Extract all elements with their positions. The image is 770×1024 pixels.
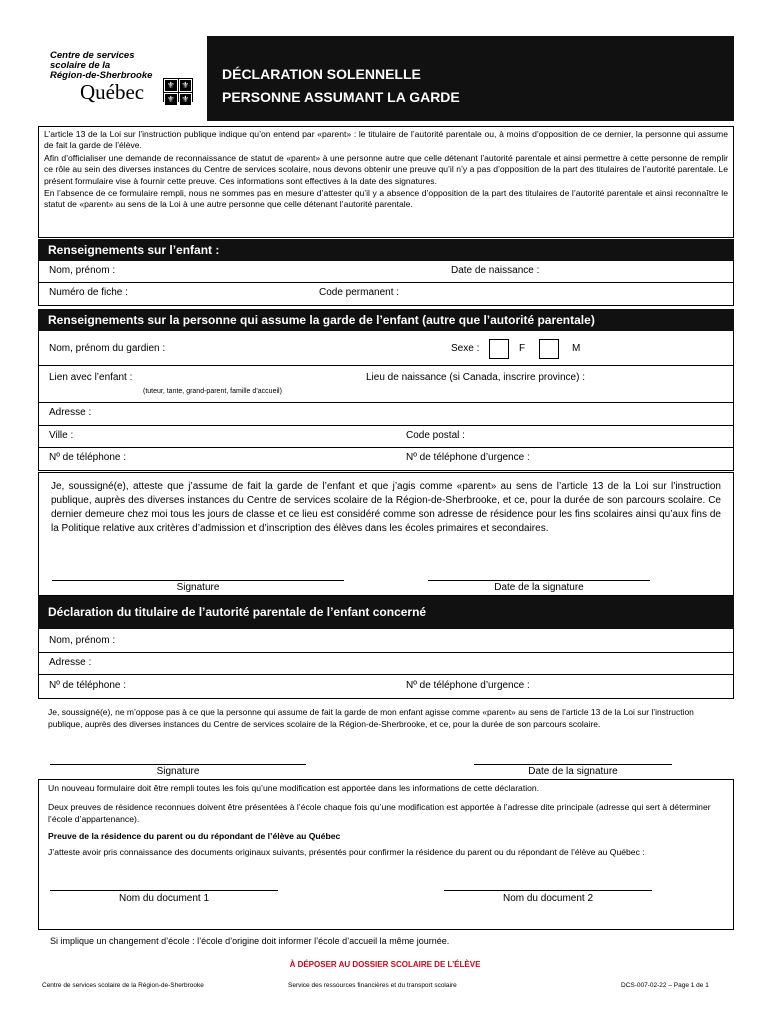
document1-label: Nom du document 1: [118, 893, 210, 904]
child-file-label: Numéro de fiche :: [49, 287, 128, 298]
note-new-form: Un nouveau formulaire doit être rempli toutes les fois qu’une modification est apportée dans les informations de cette déclaration.: [48, 783, 540, 793]
sex-f-label: F: [519, 343, 526, 354]
guardian-name-label: Nom, prénom du gardien :: [49, 343, 166, 354]
document2-label: Nom du document 2: [502, 893, 594, 904]
parent-declaration-text: Je, soussigné(e), ne m’oppose pas à ce que la personne qui assume de fait la garde de mon enfant agisse comme «parent» au sens de l’article 13 de la Loi sur l’instruction publique, auprès des diverses instances du Centre de services scolaire de la Région-de-Sherbrooke, et ce, pour la durée de son parcours scolaire.: [48, 707, 694, 729]
link-label: Lien avec l’enfant :: [49, 372, 133, 383]
deposit-notice: À DÉPOSER AU DOSSIER SCOLAIRE DE L’ÉLÈVE: [289, 960, 481, 969]
parent-phone-row[interactable]: [38, 675, 734, 699]
guardian-declaration-text: Je, soussigné(e), atteste que j’assume de fait la garde de l’enfant et que j’agis comme «parent» au sens de l’article 13 de la Loi sur l’instruction publique, auprès des diverses instances du Centre de services scolaire de la Région-de-Sherbrooke, et ce, pour la durée de son parcours scolaire. Ce dernier demeure chez moi tous les jours de classe et ce lieu est considéré comme son adresse de résidence pour les fins scolaires ainsi qu’aux fins de la Politique relative aux critères d’admission et d’inscription des élèves dans les écoles primaires et secondaires.: [51, 481, 721, 534]
guardian-date-line[interactable]: [428, 580, 650, 581]
intro-paragraph-3: En l’absence de ce formulaire rempli, nous ne sommes pas en mesure d’attester qu’il y a absence d’opposition de la part des titulaires de l’autorité parentale et ainsi reconnaître le statut de «parent» au sens de la Loi à une autre personne que celle détenant l’autorité parentale.: [44, 188, 728, 210]
form-subtitle: PERSONNE ASSUMANT LA GARDE: [222, 89, 460, 105]
guardian-link-row[interactable]: [38, 366, 734, 403]
child-code-label: Code permanent :: [319, 287, 400, 298]
footer-form-code: DCS-007-02-22 – Page 1 de 1: [621, 982, 709, 989]
proof-text: J’atteste avoir pris connaissance des documents originaux suivants, présentés pour confirmer la résidence du parent ou du répondant de l’élève au Québec :: [48, 847, 645, 857]
intro-paragraph-2: Afin d’officialiser une demande de reconnaissance de statut de «parent» à une personne autre que celle détenant l’autorité parentale et ainsi permettre à cette personne de remplir ce rôle au sein des diverses instances du Centre de services scolaire, nous devons obtenir une preuve qu’il n’y a pas d’opposition de la part des titulaires de l’autorité parentale. Le présent formulaire vise à fournir cette preuve. Ces informations sont effectives à la date des signatures.: [44, 152, 728, 186]
parent-name-label: Nom, prénom :: [49, 635, 116, 646]
sex-label: Sexe :: [451, 343, 480, 354]
note-residence-proofs: Deux preuves de résidence reconnues doivent être présentées à l’école chaque fois qu’une modification est apportée à l’adresse dite principale (adresse qui sert à déterminer l’école d’appartenance).: [48, 802, 711, 824]
parent-signature-line[interactable]: [50, 764, 306, 765]
link-hint: (tuteur, tante, grand-parent, famille d’accueil): [143, 388, 282, 395]
parent-date-line[interactable]: [474, 764, 672, 765]
fleurdelise-flag-icon: ⚜ ⚜ ⚜ ⚜: [163, 78, 193, 102]
child-name-row[interactable]: [38, 261, 734, 283]
guardian-phone-label: Nº de téléphone :: [49, 452, 127, 463]
document2-line[interactable]: [444, 890, 652, 891]
guardian-postal-label: Code postal :: [406, 430, 465, 441]
guardian-emergency-label: Nº de téléphone d’urgence :: [406, 452, 530, 463]
parent-name-row[interactable]: [38, 629, 734, 653]
org-line-1: Centre de services: [50, 50, 135, 61]
org-line-3: Région-de-Sherbrooke: [50, 70, 153, 81]
intro-paragraph-1: L’article 13 de la Loi sur l’instruction publique indique qu’on entend par «parent» : le titulaire de l’autorité parentale ou, à moins d’opposition de ce dernier, la personne qui assume de fait la garde de l’élève.: [44, 129, 728, 151]
school-change-note: Si implique un changement d’école : l’école d’origine doit informer l’école d’accueil la même journée.: [50, 936, 450, 946]
guardian-signature-label: Signature: [176, 582, 220, 593]
footer-organization: Centre de services scolaire de la Région-de-Sherbrooke: [42, 982, 204, 989]
guardian-address-label: Adresse :: [49, 407, 92, 418]
child-file-row[interactable]: [38, 283, 734, 306]
parent-signature-label: Signature: [156, 766, 200, 777]
intro-text-box: [38, 126, 734, 238]
sex-m-label: M: [572, 343, 581, 354]
guardian-city-row[interactable]: [38, 426, 734, 448]
parent-address-label: Adresse :: [49, 657, 92, 668]
child-birthdate-label: Date de naissance :: [451, 265, 540, 276]
sex-m-checkbox[interactable]: [539, 339, 559, 359]
guardian-phone-row[interactable]: [38, 448, 734, 471]
parent-date-label: Date de la signature: [528, 766, 618, 777]
parent-section-heading: Déclaration du titulaire de l’autorité parentale de l’enfant concerné: [38, 596, 734, 629]
guardian-declaration-box: [38, 472, 734, 596]
guardian-date-label: Date de la signature: [494, 582, 584, 593]
form-title: DÉCLARATION SOLENNELLE: [222, 66, 421, 82]
parent-phone-label: Nº de téléphone :: [49, 680, 127, 691]
parent-emergency-label: Nº de téléphone d’urgence :: [406, 680, 530, 691]
guardian-section-heading: Renseignements sur la personne qui assume la garde de l’enfant (autre que l’autorité parentale): [38, 309, 734, 331]
document1-line[interactable]: [50, 890, 278, 891]
quebec-logo-text: Québec: [80, 80, 145, 104]
guardian-signature-line[interactable]: [52, 580, 344, 581]
footer-service: Service des ressources financières et du transport scolaire: [288, 982, 457, 989]
organization-name: [50, 51, 152, 81]
parent-address-row[interactable]: [38, 653, 734, 675]
child-section-heading: Renseignements sur l’enfant :: [38, 239, 734, 261]
sex-f-checkbox[interactable]: [489, 339, 509, 359]
birthplace-label: Lieu de naissance (si Canada, inscrire province) :: [366, 372, 585, 383]
guardian-city-label: Ville :: [49, 430, 74, 441]
guardian-name-row[interactable]: [38, 331, 734, 366]
proof-heading: Preuve de la résidence du parent ou du répondant de l’élève au Québec: [48, 831, 341, 841]
org-line-2: scolaire de la: [50, 60, 111, 71]
guardian-address-row[interactable]: [38, 403, 734, 426]
child-name-label: Nom, prénom :: [49, 265, 116, 276]
